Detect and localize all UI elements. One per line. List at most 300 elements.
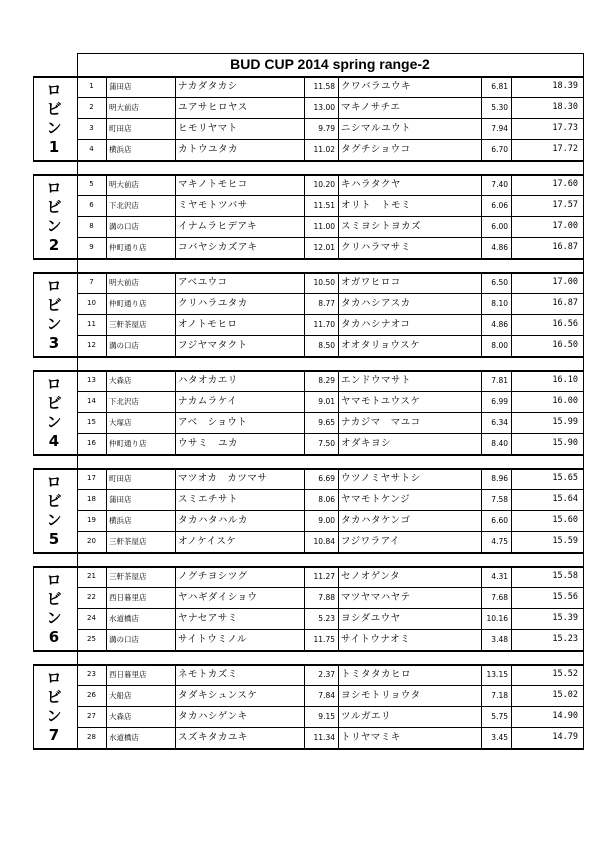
store-name: 仲町通り店 [109,243,147,252]
column-line [175,76,176,161]
player2-name: トリヤマミキ [341,732,401,743]
spacer-left-border [77,356,78,370]
player1-name: スズキタカユキ [178,732,248,743]
player1-name: タカハタハルカ [178,515,248,526]
column-line [481,370,482,455]
team-total: 15.60 [552,515,578,525]
column-line [175,468,176,553]
player2-score: 5.75 [491,712,508,721]
team-total: 14.79 [552,732,578,742]
player1-name: スミエチサト [178,494,239,505]
player1-score: 9.65 [318,418,335,427]
spacer-left-border [77,258,78,272]
player2-score: 8.00 [491,341,508,350]
column-line [481,272,482,357]
player1-score: 11.02 [313,145,335,154]
team-total: 17.60 [552,179,578,189]
column-line [175,174,176,259]
player2-name: オダキヨシ [341,438,392,449]
player2-score: 6.70 [491,145,508,154]
store-name: 溝の口店 [109,222,139,231]
player1-score: 8.50 [318,341,335,350]
player2-score: 4.86 [491,320,508,329]
player2-score: 6.50 [491,278,508,287]
column-line [175,566,176,651]
team-total: 16.56 [552,319,578,329]
player1-score: 8.29 [318,376,335,385]
group-label-char: 2 [48,236,60,254]
group-label [33,179,75,255]
column-line [583,272,584,357]
group-label-char: ン [46,707,62,725]
player2-name: フジワラアイ [341,536,400,547]
player1-score: 7.50 [318,439,335,448]
entry-number: 21 [87,572,96,580]
column-line [77,664,78,749]
entry-number: 22 [87,593,96,601]
player2-score: 6.06 [491,201,508,210]
store-name: 大森店 [109,712,132,721]
player2-score: 8.96 [491,474,508,483]
player2-name: タカハシアスカ [341,298,411,309]
column-line [511,272,512,357]
column-line [583,174,584,259]
team-total: 16.87 [552,298,578,308]
entry-number: 1 [89,82,94,90]
entry-number: 9 [89,243,94,251]
column-line [77,468,78,553]
player2-name: ヨシモトリョウタ [341,690,421,701]
player1-score: 10.50 [313,278,335,287]
group-label-char: ン [46,511,62,529]
team-total: 15.23 [552,634,578,644]
player2-name: タグチショウコ [341,144,411,155]
team-total: 16.87 [552,242,578,252]
group-label [33,571,75,647]
team-total: 15.56 [552,592,578,602]
player1-name: ナカダタカシ [178,81,238,92]
player1-name: ミヤモトツバサ [178,200,248,211]
player2-score: 7.68 [491,593,508,602]
store-name: 横浜店 [109,145,132,154]
player2-score: 7.81 [491,376,508,385]
player1-name: カトウユタカ [178,144,239,155]
column-line [106,664,107,749]
column-line [338,370,339,455]
entry-number: 18 [87,495,96,503]
group-label-char: ロ [46,473,62,491]
player1-name: ユアサヒロヤス [178,102,248,113]
player1-name: ヤナセアサミ [178,613,238,624]
player2-score: 6.81 [491,82,508,91]
entry-number: 10 [87,299,96,307]
player2-score: 6.34 [491,418,508,427]
store-name: 大船店 [109,691,132,700]
player2-score: 7.94 [491,124,508,133]
column-line [338,468,339,553]
player2-name: スミヨシトヨカズ [341,221,422,232]
player2-score: 7.40 [491,180,508,189]
group-label-char: ロ [46,669,62,687]
store-name: 横浜店 [109,516,132,525]
column-line [304,174,305,259]
team-total: 15.59 [552,536,578,546]
player2-name: ヤマモトケンジ [341,494,411,505]
team-total: 15.39 [552,613,578,623]
group-label-char: ン [46,119,62,137]
column-line [106,174,107,259]
spacer-left-border [77,650,78,664]
player1-name: ヒモリヤマト [178,123,238,134]
entry-number: 14 [87,397,96,405]
store-name: 水道橋店 [109,614,139,623]
spacer-right-border [583,258,584,272]
player2-score: 6.99 [491,397,508,406]
group-label-char: ビ [46,590,62,608]
group-label-char: ン [46,217,62,235]
column-line [338,76,339,161]
team-total: 15.65 [552,473,578,483]
team-total: 15.99 [552,417,578,427]
player1-name: アベユウコ [178,277,228,288]
column-line [77,370,78,455]
column-line [511,370,512,455]
column-line [583,664,584,749]
player2-name: ナカジマ マユコ [341,417,421,428]
player2-name: マツヤマハヤテ [341,592,411,603]
column-line [106,272,107,357]
store-name: 西日暮里店 [109,593,147,602]
team-total: 17.00 [552,221,578,231]
title-top-border [77,53,583,54]
group-label-char: ビ [46,688,62,706]
group-label-char: ロ [46,179,62,197]
store-name: 三軒茶屋店 [109,537,147,546]
player2-score: 3.48 [491,635,508,644]
column-line [481,566,482,651]
player2-name: ウツノミヤサトシ [341,473,421,484]
team-total: 15.90 [552,438,578,448]
player1-name: アベ ショウト [178,417,248,428]
group-bottom-border [33,454,584,456]
title-right-border [583,53,584,76]
group-label-char: ビ [46,296,62,314]
player2-name: クリハラマサミ [341,242,411,253]
player1-score: 11.27 [313,572,335,581]
column-line [338,566,339,651]
player1-score: 10.84 [313,537,335,546]
column-line [481,664,482,749]
store-name: 町田店 [109,124,132,133]
group-label-char: ロ [46,375,62,393]
group-label-char: 1 [48,138,60,156]
player1-name: ウサミ ユカ [178,438,239,449]
group-bottom-border [33,748,584,750]
player1-name: サイトウミノル [178,634,247,645]
player2-score: 6.60 [491,516,508,525]
column-line [175,272,176,357]
column-line [304,272,305,357]
team-total: 17.00 [552,277,578,287]
store-name: 明大前店 [109,278,139,287]
player1-score: 5.23 [318,614,335,623]
store-name: 下北沢店 [109,397,139,406]
column-line [338,272,339,357]
store-name: 町田店 [109,474,132,483]
team-total: 16.00 [552,396,578,406]
group-bottom-border [33,160,584,162]
column-line [304,468,305,553]
entry-number: 26 [87,691,96,699]
column-line [175,664,176,749]
player1-name: マキノトモヒコ [178,179,248,190]
entry-number: 5 [89,180,94,188]
player1-score: 8.06 [318,495,335,504]
group-label [33,375,75,451]
player2-name: セノオゲンタ [341,571,401,582]
column-line [175,370,176,455]
team-total: 16.50 [552,340,578,350]
player2-score: 6.00 [491,222,508,231]
player2-name: ツルガエリ [341,711,392,722]
team-total: 18.39 [552,81,578,91]
player2-name: ヤマモトユウスケ [341,396,421,407]
group-label [33,81,75,157]
store-name: 大塚店 [109,418,132,427]
player1-name: オノケイスケ [178,536,237,547]
player1-score: 11.70 [313,320,335,329]
entry-number: 7 [89,278,94,286]
player2-name: キハラタクヤ [341,179,401,190]
player1-score: 8.77 [318,299,335,308]
player2-name: ニシマルユウト [341,123,412,134]
column-line [106,468,107,553]
player1-score: 9.79 [318,124,335,133]
player1-name: イナムラヒデアキ [178,221,258,232]
player1-score: 9.00 [318,516,335,525]
player1-name: ナカムラケイ [178,396,238,407]
group-bottom-border [33,356,584,358]
player1-score: 11.51 [313,201,335,210]
column-line [77,272,78,357]
player1-name: マツオカ カツマサ [178,473,268,484]
team-total: 15.02 [552,690,578,700]
column-line [511,566,512,651]
column-line [304,664,305,749]
player1-score: 7.88 [318,593,335,602]
column-line [481,76,482,161]
player1-name: コバヤシカズアキ [178,242,258,253]
column-line [304,76,305,161]
spacer-left-border [77,454,78,468]
store-name: 三軒茶屋店 [109,320,147,329]
player2-name: サイトウナオミ [341,634,411,645]
player1-name: ハタオカエリ [178,375,238,386]
spacer-left-border [77,552,78,566]
entry-number: 8 [89,222,94,230]
player2-name: クワバラユウキ [341,81,412,92]
player1-name: ノグチヨシツグ [178,571,248,582]
entry-number: 20 [87,537,96,545]
team-total: 17.72 [552,144,578,154]
player1-score: 7.84 [318,691,335,700]
player2-score: 7.58 [491,495,508,504]
store-name: 蒲田店 [109,82,132,91]
player1-score: 9.15 [318,712,335,721]
player2-score: 8.10 [491,299,508,308]
store-name: 溝の口店 [109,635,139,644]
player1-score: 11.34 [313,733,335,742]
store-name: 仲町通り店 [109,299,147,308]
entry-number: 24 [87,614,96,622]
player1-score: 9.01 [318,397,335,406]
group-label-char: 7 [48,726,60,744]
column-line [583,370,584,455]
group-label-char: 6 [48,628,60,646]
spacer-right-border [583,356,584,370]
player2-name: ヨシダユウヤ [341,613,401,624]
column-line [304,566,305,651]
title-left-border [77,53,78,76]
group-label-char: ビ [46,394,62,412]
entry-number: 23 [87,670,96,678]
player1-name: タカハシゲンキ [178,711,248,722]
player2-score: 4.75 [491,537,508,546]
player2-score: 4.86 [491,243,508,252]
column-line [583,566,584,651]
column-line [77,174,78,259]
player2-score: 8.40 [491,439,508,448]
team-total: 18.30 [552,102,578,112]
spacer-right-border [583,454,584,468]
player2-score: 5.30 [491,103,508,112]
column-line [511,664,512,749]
player2-score: 7.18 [491,691,508,700]
column-line [106,566,107,651]
player1-score: 13.00 [313,103,335,112]
entry-number: 16 [87,439,96,447]
group-label-char: ビ [46,198,62,216]
entry-number: 13 [87,376,96,384]
group-bottom-border [33,552,584,554]
group-label-char: ン [46,413,62,431]
player1-name: ネモトカズミ [178,669,238,680]
player1-score: 10.20 [313,180,335,189]
entry-number: 12 [87,341,96,349]
sheet-title: BUD CUP 2014 spring range-2 [230,56,430,72]
store-name: 大森店 [109,376,132,385]
column-line [77,76,78,161]
player2-score: 4.31 [491,572,508,581]
team-total: 16.10 [552,375,578,385]
entry-number: 4 [89,145,94,153]
team-total: 15.52 [552,669,578,679]
team-total: 15.64 [552,494,578,504]
column-line [583,76,584,161]
player1-name: タダキシュンスケ [178,690,258,701]
column-line [511,76,512,161]
player2-name: オオタリョウスケ [341,340,421,351]
player1-name: オノトモヒロ [178,319,238,330]
column-line [511,468,512,553]
entry-number: 11 [87,320,96,328]
group-bottom-border [33,650,584,652]
group-label-char: ン [46,315,62,333]
group-label-char: ロ [46,277,62,295]
store-name: 水道橋店 [109,733,139,742]
player1-score: 12.01 [313,243,335,252]
column-line [511,174,512,259]
entry-number: 25 [87,635,96,643]
group-label-char: ロ [46,81,62,99]
store-name: 溝の口店 [109,341,139,350]
player1-name: クリハラユタカ [178,298,248,309]
column-line [77,566,78,651]
store-name: 明大前店 [109,103,139,112]
group-label-char: ロ [46,571,62,589]
column-line [338,174,339,259]
store-name: 西日暮里店 [109,670,147,679]
player1-score: 11.58 [313,82,335,91]
entry-number: 3 [89,124,94,132]
team-total: 17.73 [552,123,578,133]
group-label-char: ビ [46,100,62,118]
group-label [33,277,75,353]
player2-name: トミタタカヒロ [341,669,412,680]
store-name: 仲町通り店 [109,439,147,448]
spacer-right-border [583,552,584,566]
player1-score: 11.00 [313,222,335,231]
player1-score: 6.69 [318,474,335,483]
team-total: 17.57 [552,200,578,210]
group-label-char: 4 [48,432,60,450]
column-line [106,76,107,161]
entry-number: 6 [89,201,94,209]
player2-name: オガワヒロコ [341,277,401,288]
player2-name: エンドウマサト [341,375,412,386]
entry-number: 28 [87,733,96,741]
column-line [304,370,305,455]
group-label-char: 3 [48,334,60,352]
team-total: 15.58 [552,571,578,581]
player1-score: 2.37 [318,670,335,679]
column-line [338,664,339,749]
team-total: 14.90 [552,711,578,721]
spacer-right-border [583,160,584,174]
column-line [481,174,482,259]
player2-score: 10.16 [486,614,508,623]
entry-number: 2 [89,103,94,111]
entry-number: 27 [87,712,96,720]
player2-score: 13.15 [486,670,508,679]
store-name: 明大前店 [109,180,139,189]
spacer-left-border [77,160,78,174]
entry-number: 19 [87,516,96,524]
store-name: 蒲田店 [109,495,132,504]
player1-score: 11.75 [313,635,335,644]
column-line [481,468,482,553]
player2-name: タカハシナオコ [341,319,411,330]
store-name: 三軒茶屋店 [109,572,147,581]
column-line [106,370,107,455]
player1-name: フジヤマタクト [178,340,248,351]
group-label-char: ビ [46,492,62,510]
player2-name: タカハタケンゴ [341,515,411,526]
column-line [583,468,584,553]
group-bottom-border [33,258,584,260]
player2-name: マキノサチエ [341,102,401,113]
entry-number: 17 [87,474,96,482]
